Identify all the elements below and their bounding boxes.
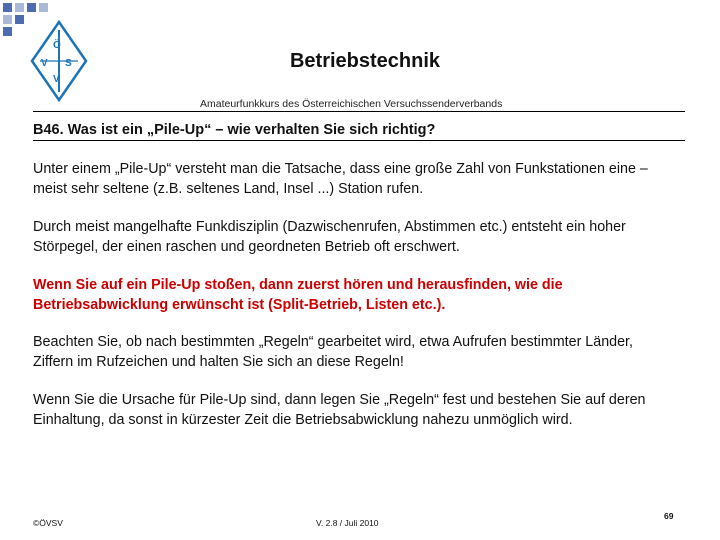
logo-letter: S bbox=[65, 58, 72, 69]
heading-divider bbox=[33, 140, 685, 141]
corner-square bbox=[39, 3, 48, 12]
footer-version: V. 2.8 / Juli 2010 bbox=[316, 518, 379, 528]
page-title: Betriebstechnik bbox=[289, 50, 441, 72]
logo-letter: V bbox=[41, 58, 48, 69]
logo-letter: Ö bbox=[53, 40, 61, 51]
paragraph-rules: Beachten Sie, ob nach bestimmten „Regeln“ gearbeitet wird, etwa Aufrufen bestimmter Länder, Ziffern im Rufzeichen und halten Sie sich an diese Regeln! bbox=[33, 334, 634, 370]
corner-square bbox=[3, 15, 12, 24]
corner-square bbox=[15, 3, 24, 12]
section-heading: B46. Was ist ein „Pile-Up“ – wie verhalten Sie sich richtig? bbox=[33, 122, 436, 138]
paragraph-cause: Wenn Sie die Ursache für Pile-Up sind, dann legen Sie „Regeln“ fest und bestehen Sie auf deren Einhaltung, da sonst in kürzester Zeit die Betriebsabwicklung nahezu unmöglich wird. bbox=[33, 392, 646, 428]
logo-letter: V bbox=[53, 74, 60, 85]
footer-copyright: ©ÖVSV bbox=[33, 518, 63, 528]
page-number: 69 bbox=[664, 511, 674, 521]
corner-square bbox=[27, 3, 36, 12]
header-divider bbox=[33, 111, 685, 112]
page-subtitle: Amateurfunkkurs des Österreichischen Versuchssenderverbands bbox=[200, 98, 503, 110]
corner-square bbox=[3, 27, 12, 36]
corner-square bbox=[15, 15, 24, 24]
paragraph-highlight: Wenn Sie auf ein Pile-Up stoßen, dann zuerst hören und herausfinden, wie die Betriebsabwicklung erwünscht ist (Split-Betrieb, Listen etc.). bbox=[33, 277, 563, 313]
corner-square bbox=[3, 3, 12, 12]
paragraph-definition: Unter einem „Pile-Up“ versteht man die Tatsache, dass eine große Zahl von Funkstationen eine – meist sehr seltene (z.B. seltenes Land, Insel ...) Station rufen. bbox=[33, 161, 648, 197]
paragraph-discipline: Durch meist mangelhafte Funkdisziplin (Dazwischenrufen, Abstimmen etc.) entsteht ein hoher Störpegel, der einen raschen und geordneten Betrieb oft erschwert. bbox=[33, 219, 626, 255]
